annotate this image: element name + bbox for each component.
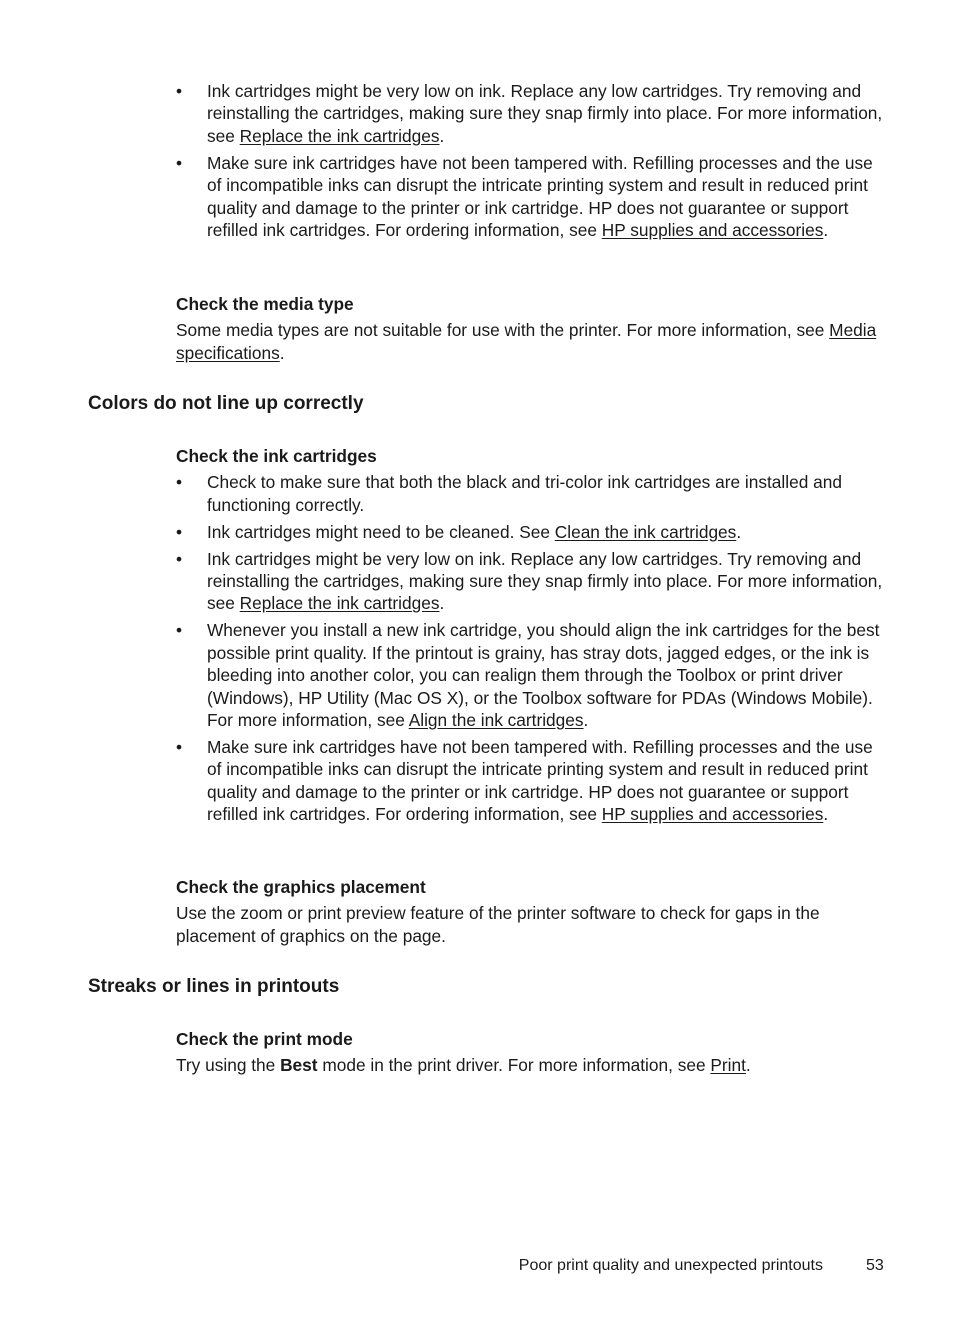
top-bullet-list-block [176, 80, 886, 246]
media-type-text: Some media types are not suitable for use with the printer. For more information, see [176, 320, 830, 341]
punctuation: . [279, 342, 285, 363]
punctuation: . [736, 521, 742, 542]
graphics-placement-text: Use the zoom or print preview feature of the printer software to check for gaps in the placement of graphics on the page. [176, 903, 820, 946]
hp-supplies-link[interactable]: HP supplies and accessories [601, 804, 824, 825]
best-mode-label: Best [280, 1055, 318, 1076]
replace-ink-cartridges-link[interactable]: Replace the ink cartridges [239, 125, 440, 146]
print-mode-paragraph [176, 1054, 886, 1076]
list-item [176, 80, 886, 147]
list-item-text: Ink cartridges might be very low on ink. Replace any low cartridges. Try removing and reinstalling the cartridges, making sure they snap firmly into place. For more information, see [207, 81, 883, 146]
punctuation: . [439, 593, 445, 614]
bullet-list [176, 80, 886, 241]
list-item-text: Ink cartridges might need to be cleaned. See [207, 521, 555, 542]
print-mode-text: Try using the [176, 1055, 281, 1076]
media-type-block [176, 293, 886, 364]
list-item [176, 521, 886, 543]
bullet-icon: • [176, 620, 183, 641]
list-item-text: Check to make sure that both the black and tri-color ink cartridges are installed and functioning correctly. [207, 472, 842, 515]
bullet-icon: • [176, 736, 183, 757]
list-item [176, 548, 886, 615]
align-ink-cartridges-link[interactable]: Align the ink cartridges [408, 709, 584, 730]
list-item [176, 619, 886, 731]
punctuation: . [583, 709, 589, 730]
punctuation: . [823, 219, 829, 240]
media-type-heading: Check the media type [176, 294, 354, 314]
hp-supplies-link[interactable]: HP supplies and accessories [601, 219, 824, 240]
list-item-text: Make sure ink cartridges have not been tampered with. Refilling processes and the use of incompatible inks can disrupt the intricate printing system and result in reduced print quality and damage to the printer or ink cartridge. HP does not guarantee or support refilled ink cartridges. For ordering information, see [207, 736, 873, 825]
print-mode-heading: Check the print mode [176, 1029, 353, 1049]
clean-ink-cartridges-link[interactable]: Clean the ink cartridges [554, 521, 737, 542]
page-number: 53 [866, 1257, 884, 1274]
bullet-icon: • [176, 521, 183, 542]
list-item [176, 736, 886, 826]
bullet-icon: • [176, 548, 183, 569]
graphics-placement-block [176, 876, 886, 947]
list-item [176, 152, 886, 242]
footer-title: Poor print quality and unexpected printouts [518, 1257, 823, 1274]
list-item-text: Make sure ink cartridges have not been tampered with. Refilling processes and the use of incompatible inks can disrupt the intricate printing system and result in reduced print quality and damage to the printer or ink cartridge. HP does not guarantee or support refilled ink cartridges. For ordering information, see [207, 152, 873, 240]
graphics-placement-heading: Check the graphics placement [176, 877, 426, 897]
punctuation: . [823, 804, 829, 825]
print-mode-text: mode in the print driver. For more information, see [317, 1055, 711, 1076]
bullet-icon: • [176, 152, 183, 173]
colors-section-heading: Colors do not line up correctly [88, 393, 364, 414]
media-type-paragraph [176, 319, 886, 364]
punctuation: . [745, 1055, 751, 1076]
check-ink-cartridges-heading: Check the ink cartridges [176, 446, 377, 466]
replace-ink-cartridges-link[interactable]: Replace the ink cartridges [239, 593, 440, 614]
list-item-text: Whenever you install a new ink cartridge, you should align the ink cartridges for the best possible print quality. If the printout is grainy, has stray dots, jagged edges, or the ink is bleeding into another color, you can realign them through the Toolbox or print driver (Windows), HP Utility (Mac OS X), or the Toolbox software for PDAs (Windows Mobile). For more information, see [207, 620, 880, 730]
colors-ink-block [176, 445, 886, 830]
punctuation: . [439, 125, 445, 146]
list-item-text: Ink cartridges might be very low on ink. Replace any low cartridges. Try removing and reinstalling the cartridges, making sure they snap firmly into place. For more information, see [207, 548, 883, 614]
bullet-list [176, 471, 886, 825]
list-item [176, 471, 886, 516]
print-link[interactable]: Print [710, 1055, 746, 1076]
bullet-icon: • [176, 81, 183, 101]
streaks-section-heading: Streaks or lines in printouts [88, 976, 340, 997]
media-specifications-link[interactable]: Media specifications [176, 320, 877, 363]
print-mode-block [176, 1028, 886, 1077]
bullet-icon: • [176, 472, 183, 493]
